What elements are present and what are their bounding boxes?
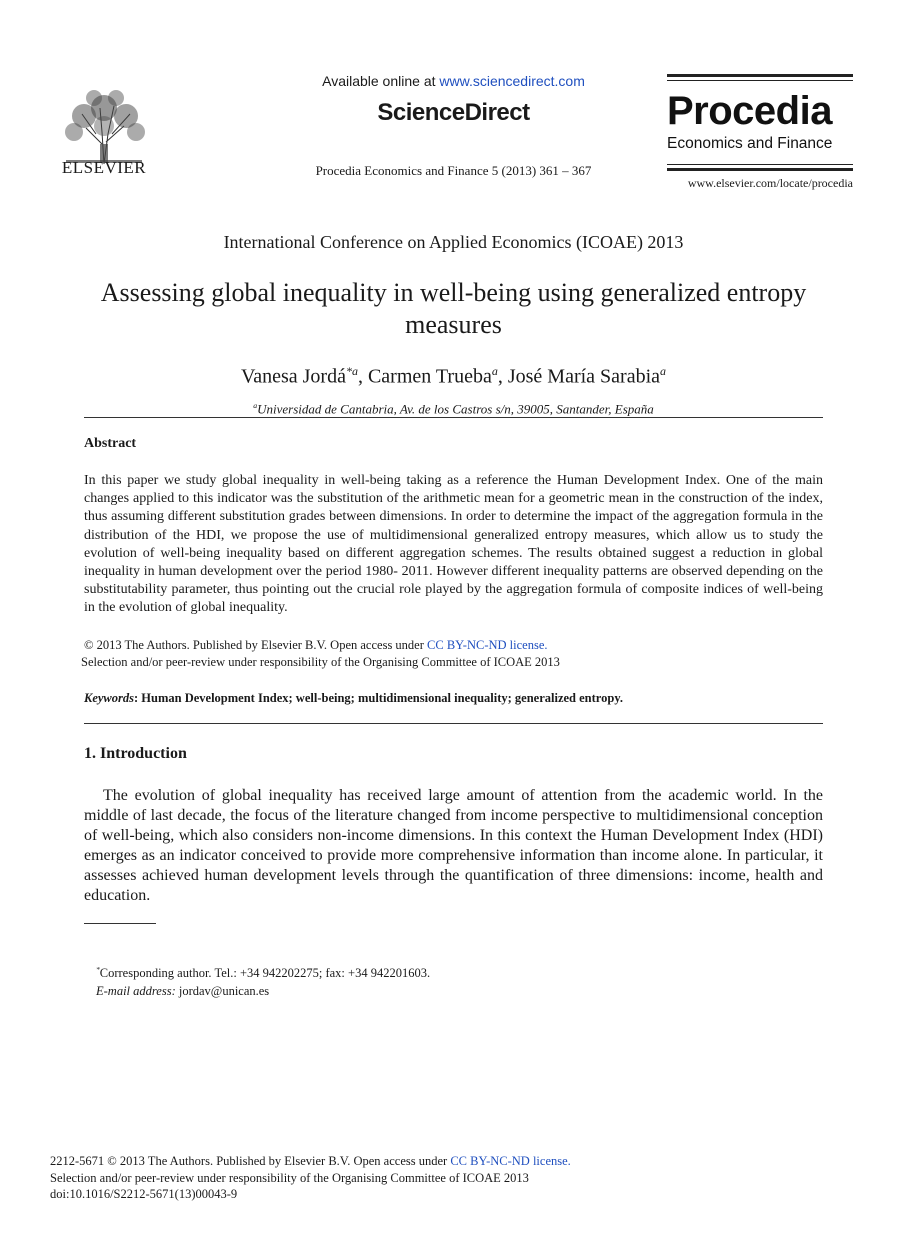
footer-copyright [50,1153,571,1170]
affiliation-text: Universidad de Cantabria, Av. de los Castros s/n, 39005, Santander, España [257,401,654,417]
procedia-subtitle: Economics and Finance [667,135,833,152]
conference-name: International Conference on Applied Economics (ICOAE) 2013 [223,232,684,252]
author-mark: a [491,364,498,378]
journal-citation: Procedia Economics and Finance 5 (2013) 361 – 367 [315,163,592,178]
elsevier-wordmark: ELSEVIER [61,158,147,177]
keywords-label: Keywords [84,691,134,705]
divider-bottom [84,723,823,724]
section-heading-introduction: 1. Introduction [84,745,187,762]
logo-rule-top-thin [667,80,853,81]
procedia-title: Procedia [667,89,832,133]
keywords-text: : Human Development Index; well-being; multidimensional inequality; generalized entropy. [134,691,624,705]
author-name: José María Sarabia [507,365,661,388]
affiliation-mark: a [253,401,258,410]
footnote-rule [84,923,156,924]
page-footer [50,1153,571,1203]
peer-review-line: Selection and/or peer-review under responsibility of the Organising Committee of ICOAE 2013 [81,655,560,669]
abstract-body: In this paper we study global inequality in well-being taking as a reference the Human Development Index. One of the main changes applied to this indicator was the substitution of the arithmetic mean for a geometric mean in the construction of the index, thus assuming different substitution grades between dimensions. In order to determine the impact of the aggregation formula in the distribution of the HDI, we propose the use of multidimensional generalized entropy measures, which allow us to study the evolution of well-being inequality based on different aggregation schemes. The results obtained suggest a reduction in global inequality in human development over the period 1980- 2011. However different inequality patterns are observed depending on the substitutability parameter, thus pointing out the crucial role played by the aggregation formula of composite indices of well-being in the evolution of global inequality. [84,473,823,616]
footnote-corresponding [96,965,430,981]
procedia-url-link[interactable]: www.elsevier.com/locate/procedia [687,176,853,190]
email-address: jordav@unican.es [175,984,270,998]
footer-peer-review: Selection and/or peer-review under responsibility of the Organising Committee of ICOAE 2013 [50,1170,529,1185]
author-mark: a [660,364,667,378]
logo-rule-top [667,74,853,77]
abstract-heading: Abstract [84,436,137,451]
footer-copyright-text: 2212-5671 © 2013 The Authors. Published by Elsevier B.V. Open access under [50,1154,451,1168]
available-prefix: Available online at [322,73,440,89]
email-label: E-mail address: [96,984,176,998]
sciencedirect-logo: ScienceDirect [377,99,530,126]
logo-rule-bottom [667,168,853,171]
footnote-email [96,984,269,999]
copyright-line [84,638,548,653]
logo-rule-bottom-thin [667,164,853,165]
footnote-mark: * [96,965,100,974]
author-name: Carmen Trueba [367,365,492,388]
copyright-text: © 2013 The Authors. Published by Elsevier B.V. Open access under [84,638,428,652]
author-name: Vanesa Jordá [240,365,346,388]
footer-doi: doi:10.1016/S2212-5671(13)00043-9 [50,1187,238,1201]
keywords-line [84,691,623,706]
footer-license-link[interactable]: CC BY-NC-ND license. [450,1154,571,1168]
sciencedirect-link[interactable]: www.sciencedirect.com [439,73,585,89]
introduction-paragraph: The evolution of global inequality has received large amount of attention from the academic world. In the middle of last decade, the focus of the literature changed from income perspective to multidimensional conception of well-being, which also considers non-income dimensions. In this context the Human Development Index (HDI) emerges as an indicator conceived to provide more comprehensive information than income alone. In particular, it assesses achieved human development levels through the quantification of three dimensions: income, health and education. [84,787,823,904]
footnote-corresponding-text: Corresponding author. Tel.: +34 942202275; fax: +34 942201603. [99,966,431,981]
affiliation [0,401,907,417]
author-mark: *a [345,364,358,378]
paper-title: Assessing global inequality in well-being using generalized entropy measures [100,278,807,339]
divider-top [84,417,823,418]
author-list: Vanesa Jordá$^{*a}$, Carmen Trueba$^a$, José María Sarabia$^a$ [240,364,667,388]
license-link[interactable]: CC BY-NC-ND license. [427,638,548,652]
